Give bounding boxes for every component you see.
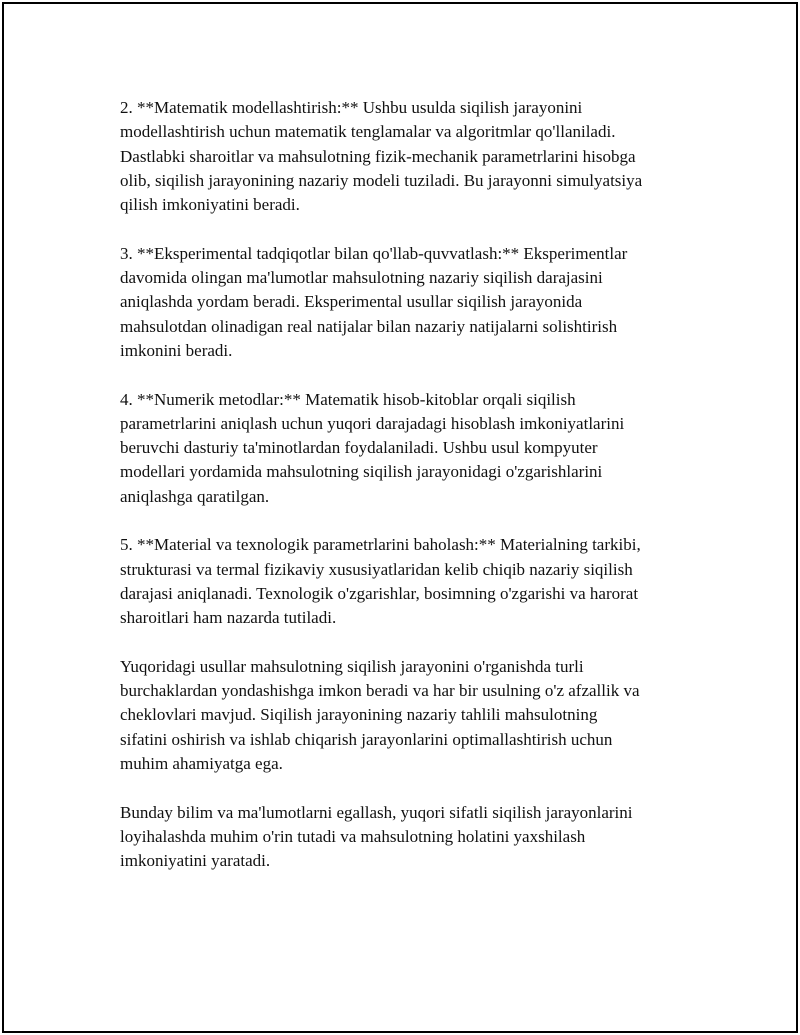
- paragraph-yuqoridagi-usullar: [120, 655, 720, 776]
- paragraph-bunday-bilim: [120, 801, 720, 874]
- paragraph-eksperimental-tadqiqotlar: [120, 242, 720, 363]
- text-line: loyihalashda muhim o'rin tutadi va mahsulotning holatini yaxshilash: [120, 826, 586, 846]
- text-line: sifatini oshirish va ishlab chiqarish jarayonlarini optimallashtirish uchun: [120, 729, 613, 749]
- paragraph-matematik-modellashtirish: [120, 96, 720, 217]
- text-line: imkonini beradi.: [120, 340, 233, 360]
- text-line: davomida olingan ma'lumotlar mahsulotning nazariy siqilish darajasini: [120, 268, 603, 288]
- text-line: modellari yordamida mahsulotning siqilish jarayonidagi o'zgarishlarini: [120, 462, 603, 482]
- text-line: aniqlashga qaratilgan.: [120, 486, 270, 506]
- text-line: Bunday bilim va ma'lumotlarni egallash, yuqori sifatli siqilish jarayonlarini: [120, 802, 633, 822]
- document-body: [120, 96, 720, 898]
- text-line: parametrlarini aniqlash uchun yuqori darajadagi hisoblash imkoniyatlarini: [120, 413, 625, 433]
- paragraph-numerik-metodlar: [120, 388, 720, 509]
- text-line: imkoniyatini yaratadi.: [120, 851, 271, 871]
- text-line: muhim ahamiyatga ega.: [120, 754, 283, 774]
- text-line: olib, siqilish jarayonining nazariy modeli tuziladi. Bu jarayonni simulyatsiya: [120, 170, 643, 190]
- text-line: Dastlabki sharoitlar va mahsulotning fizik-mechanik parametrlarini hisobga: [120, 146, 636, 166]
- text-line: burchaklardan yondashishga imkon beradi va har bir usulning o'z afzallik va: [120, 681, 640, 701]
- text-line: cheklovlari mavjud. Siqilish jarayonining nazariy tahlili mahsulotning: [120, 705, 598, 725]
- text-line: darajasi aniqlanadi. Texnologik o'zgarishlar, bosimning o'zgarishi va harorat: [120, 583, 639, 603]
- text-line: beruvchi dasturiy ta'minotlardan foydalaniladi. Ushbu usul kompyuter: [120, 438, 598, 458]
- text-line: 3. **Eksperimental tadqiqotlar bilan qo'llab-quvvatlash:** Eksperimentlar: [120, 243, 628, 263]
- paragraph-material-parametrlari: [120, 533, 720, 630]
- text-line: 5. **Material va texnologik parametrlarini baholash:** Materialning tarkibi,: [120, 535, 641, 555]
- text-line: Yuqoridagi usullar mahsulotning siqilish jarayonini o'rganishda turli: [120, 656, 584, 676]
- text-line: aniqlashda yordam beradi. Eksperimental usullar siqilish jarayonida: [120, 292, 583, 312]
- page-frame: [2, 2, 798, 1033]
- text-line: strukturasi va termal fizikaviy xususiyatlaridan kelib chiqib nazariy siqilish: [120, 559, 633, 579]
- text-line: qilish imkoniyatini beradi.: [120, 195, 300, 215]
- text-line: sharoitlari ham nazarda tutiladi.: [120, 608, 337, 628]
- text-line: modellashtirish uchun matematik tenglamalar va algoritmlar qo'llaniladi.: [120, 122, 616, 142]
- text-line: 2. **Matematik modellashtirish:** Ushbu usulda siqilish jarayonini: [120, 98, 583, 117]
- text-line: mahsulotdan olinadigan real natijalar bilan nazariy natijalarni solishtirish: [120, 316, 618, 336]
- text-line: 4. **Numerik metodlar:** Matematik hisob-kitoblar orqali siqilish: [120, 389, 576, 409]
